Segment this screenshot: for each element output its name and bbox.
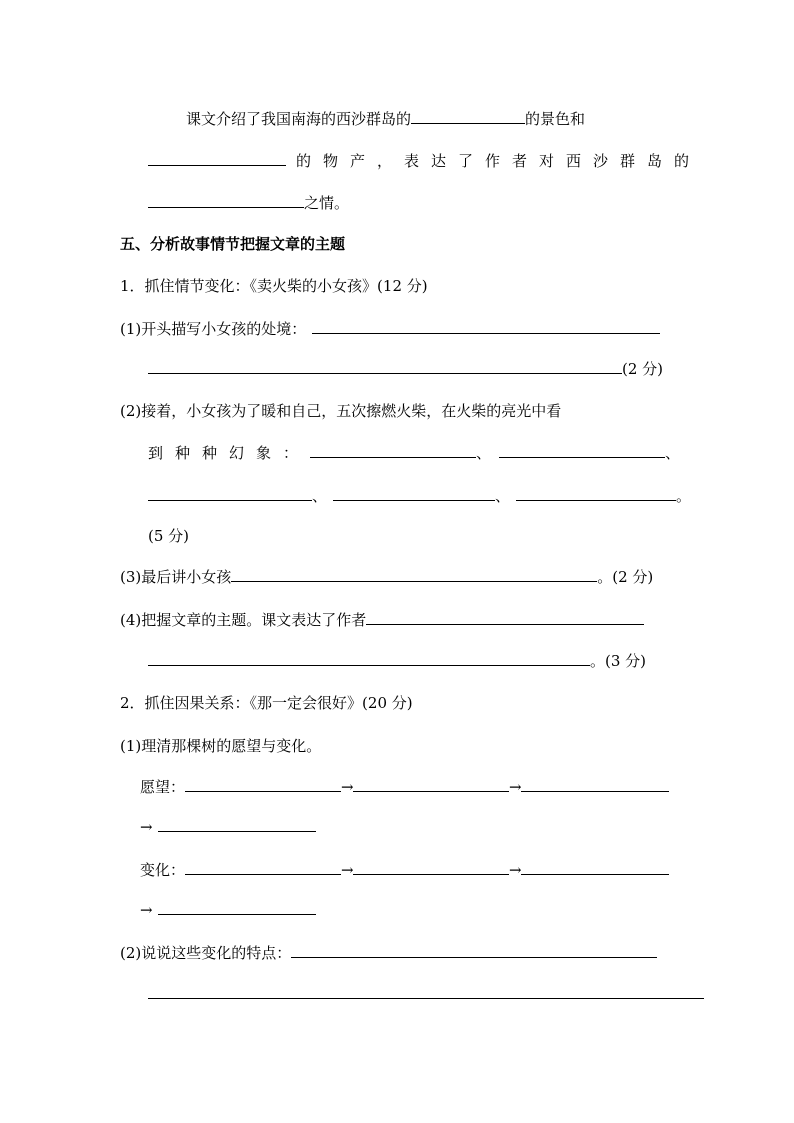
- blank-q1-p1-b[interactable]: [148, 359, 622, 374]
- q2-p1: (1)理清那棵树的愿望与变化。: [120, 737, 322, 755]
- q1-p1-label: (1)开头描写小女孩的处境：: [120, 320, 307, 338]
- blank-scenery[interactable]: [411, 109, 525, 124]
- q2-p2-line2: [148, 984, 704, 1003]
- blank-wish-3[interactable]: [521, 777, 669, 792]
- arrow-icon: →: [140, 901, 153, 919]
- intro-text-2: 的景色和: [525, 110, 586, 128]
- blank-q1-p3[interactable]: [231, 567, 597, 582]
- blank-feeling[interactable]: [148, 193, 304, 208]
- intro-text-4: 之情。: [304, 194, 350, 212]
- arrow-icon: →: [509, 861, 522, 879]
- intro-text-3: 的物产，表达了作者对西沙群岛的: [296, 152, 702, 170]
- blank-illusion-5[interactable]: [516, 486, 676, 501]
- end-period-1: 。: [676, 487, 692, 505]
- section5-heading: 五、分析故事情节把握文章的主题: [120, 235, 346, 253]
- arrow-icon: →: [341, 861, 354, 879]
- intro-line-1: [186, 108, 585, 129]
- blank-q1-p4-b[interactable]: [148, 651, 590, 666]
- q1-p3-label: (3)最后讲小女孩: [120, 568, 232, 586]
- q1-p4: [120, 609, 644, 630]
- blank-products[interactable]: [148, 151, 286, 166]
- sep-1: 、: [476, 444, 492, 462]
- q1-p2-line3: [148, 485, 691, 506]
- sep-4: 、: [495, 487, 511, 505]
- q1-p1-score: (2 分): [622, 360, 664, 378]
- blank-change-1[interactable]: [185, 860, 341, 875]
- intro-line-3: [148, 192, 349, 213]
- intro-line-2: [148, 150, 701, 171]
- arrow-icon: →: [509, 778, 522, 796]
- blank-wish-2[interactable]: [353, 777, 509, 792]
- blank-q1-p1-a[interactable]: [312, 319, 660, 334]
- blank-change-4[interactable]: [158, 900, 316, 915]
- q1-p4-end: 。(3 分): [590, 652, 647, 670]
- q1-p3-end: 。(2 分): [597, 568, 654, 586]
- wish-row: [140, 776, 669, 797]
- q1-p3: [120, 566, 653, 587]
- arrow-icon: →: [140, 818, 153, 836]
- sep-2: 、: [665, 444, 681, 462]
- q1-p1-line2: [148, 358, 663, 379]
- blank-q2-p2-b[interactable]: [148, 984, 704, 999]
- blank-wish-4[interactable]: [158, 817, 316, 832]
- q2-p2-label: (2)说说这些变化的特点：: [120, 944, 292, 962]
- q1-p1: [120, 318, 660, 339]
- sep-3: 、: [312, 487, 328, 505]
- q2-title: 2．抓住因果关系：《那一定会很好》(20 分): [120, 694, 413, 712]
- change-row-2: [140, 900, 316, 919]
- wish-label: 愿望：: [140, 778, 186, 796]
- blank-change-2[interactable]: [353, 860, 509, 875]
- blank-q1-p4-a[interactable]: [366, 610, 644, 625]
- q1-p2-line2: [148, 442, 680, 463]
- change-row: [140, 859, 669, 880]
- intro-text-1: 课文介绍了我国南海的西沙群岛的: [186, 110, 412, 128]
- q1-p4-label: (4)把握文章的主题。课文表达了作者: [120, 611, 367, 629]
- arrow-icon: →: [341, 778, 354, 796]
- blank-illusion-4[interactable]: [333, 486, 495, 501]
- q2-p2: [120, 942, 657, 963]
- q1-p2: (2)接着，小女孩为了暖和自己，五次擦燃火柴，在火柴的亮光中看: [120, 402, 562, 420]
- change-label: 变化：: [140, 861, 186, 879]
- blank-q2-p2-a[interactable]: [291, 943, 657, 958]
- wish-row-2: [140, 817, 316, 836]
- q1-title: 1．抓住情节变化：《卖火柴的小女孩》(12 分): [120, 277, 428, 295]
- blank-wish-1[interactable]: [185, 777, 341, 792]
- q1-p2-score: (5 分): [148, 527, 190, 545]
- q1-p2-label: 到种种幻象：: [148, 444, 311, 462]
- blank-illusion-2[interactable]: [499, 443, 665, 458]
- blank-illusion-3[interactable]: [148, 486, 312, 501]
- blank-illusion-1[interactable]: [310, 443, 476, 458]
- q1-p4-line2: [148, 650, 646, 671]
- blank-change-3[interactable]: [521, 860, 669, 875]
